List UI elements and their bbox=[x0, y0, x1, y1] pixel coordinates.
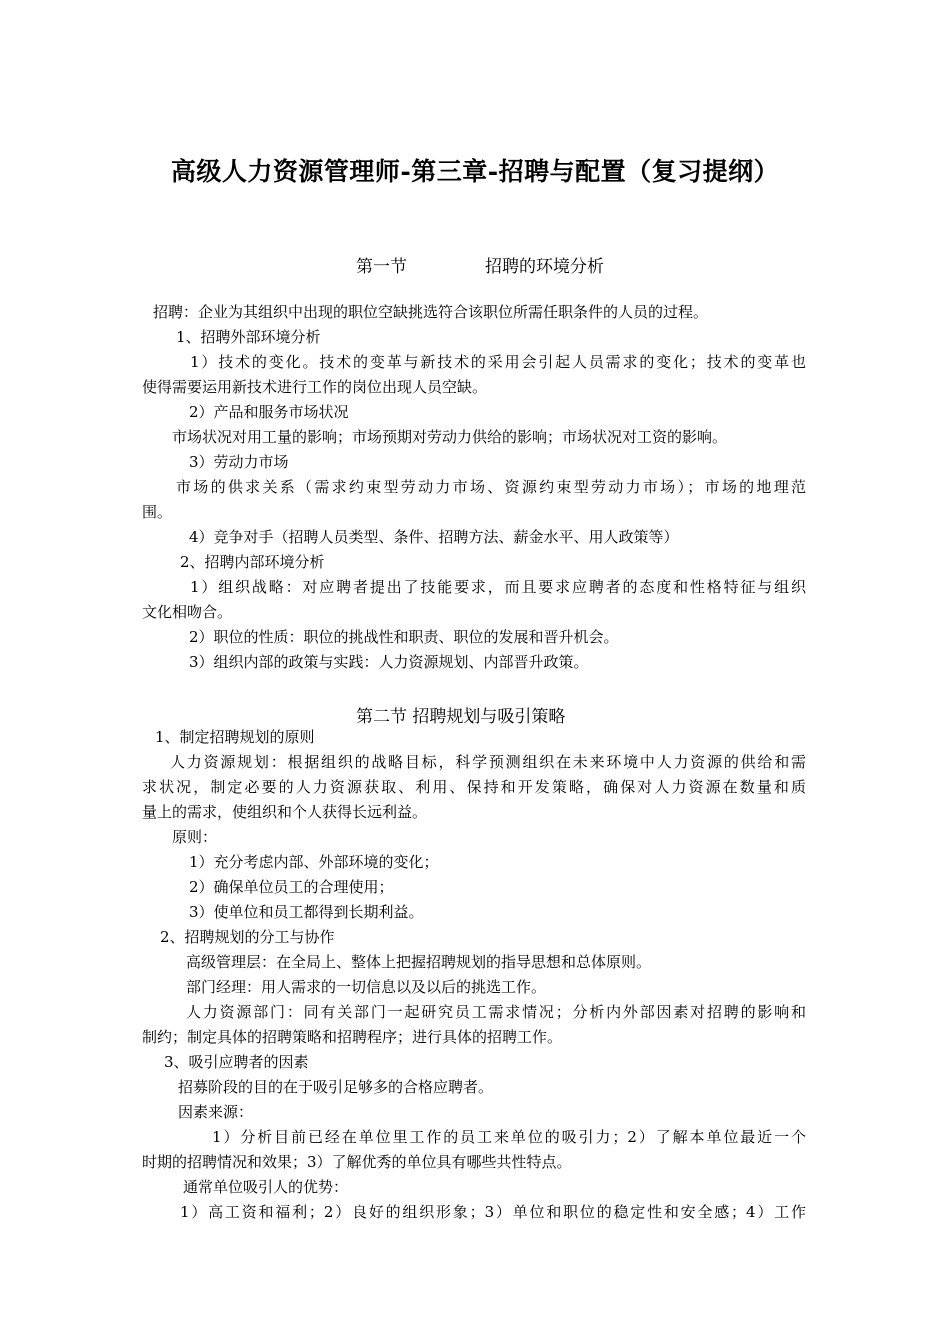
section1-number: 第一节 bbox=[356, 257, 407, 277]
paragraph-line: 招募阶段的目的在于吸引足够多的合格应聘者。 bbox=[178, 1078, 494, 1096]
paragraph-line: 人力资源规划：根据组织的战略目标，科学预测组织在未来环境中人力资源的供给和需 bbox=[170, 753, 806, 771]
document-title: 高级人力资源管理师-第三章-招聘与配置（复习提纲） bbox=[170, 157, 780, 186]
paragraph-line: 3）组织内部的政策与实践：人力资源规划、内部晋升政策。 bbox=[189, 653, 589, 671]
paragraph-line: 1）技术的变化。技术的变革与新技术的采用会引起人员需求的变化；技术的变革也 bbox=[190, 353, 806, 371]
paragraph-line: 因素来源： bbox=[178, 1103, 254, 1121]
paragraph-line: 4）竞争对手（招聘人员类型、条件、招聘方法、薪金水平、用人政策等） bbox=[189, 528, 679, 546]
paragraph-line: 3）劳动力市场 bbox=[189, 453, 289, 471]
paragraph-line: 原则： bbox=[172, 828, 218, 846]
paragraph-line: 部门经理：用人需求的一切信息以及以后的挑选工作。 bbox=[186, 978, 547, 996]
paragraph-line: 高级管理层：在全局上、整体上把握招聘规划的指导思想和总体原则。 bbox=[186, 953, 652, 971]
paragraph-line: 制约；制定具体的招聘策略和招聘程序；进行具体的招聘工作。 bbox=[142, 1028, 563, 1046]
section1-name: 招聘的环境分析 bbox=[485, 257, 604, 277]
paragraph-line: 1、制定招聘规划的原则 bbox=[155, 728, 315, 746]
paragraph-line: 3）使单位和员工都得到长期利益。 bbox=[189, 903, 424, 921]
paragraph-line: 2）产品和服务市场状况 bbox=[189, 403, 349, 421]
paragraph-line: 1）充分考虑内部、外部环境的变化； bbox=[189, 853, 439, 871]
paragraph-line: 围。 bbox=[142, 503, 173, 521]
paragraph-line: 2、招聘内部环境分析 bbox=[180, 553, 325, 571]
paragraph-line: 1）组织战略：对应聘者提出了技能要求，而且要求应聘者的态度和性格特征与组织 bbox=[190, 578, 806, 596]
paragraph-line: 市场的供求关系（需求约束型劳动力市场、资源约束型劳动力市场）；市场的地理范 bbox=[176, 478, 806, 496]
paragraph-line: 1）分析目前已经在单位里工作的员工来单位的吸引力；2）了解本单位最近一个 bbox=[212, 1128, 806, 1146]
paragraph-line: 3、吸引应聘者的因素 bbox=[164, 1053, 309, 1071]
paragraph-line: 2）职位的性质：职位的挑战性和职责、职位的发展和晋升机会。 bbox=[189, 628, 619, 646]
paragraph-line: 使得需要运用新技术进行工作的岗位出现人员空缺。 bbox=[142, 378, 488, 396]
section2-heading: 第二节 招聘规划与吸引策略 bbox=[356, 707, 566, 727]
paragraph-line: 通常单位吸引人的优势： bbox=[183, 1178, 349, 1196]
paragraph-line: 人力资源部门：同有关部门一起研究员工需求情况；分析内外部因素对招聘的影响和 bbox=[186, 1003, 806, 1021]
paragraph-line: 量上的需求，使组织和个人获得长远利益。 bbox=[142, 803, 428, 821]
paragraph-line: 文化相吻合。 bbox=[142, 603, 233, 621]
paragraph-line: 招聘：企业为其组织中出现的职位空缺挑选符合该职位所需任职条件的人员的过程。 bbox=[153, 303, 709, 321]
paragraph-line: 2、招聘规划的分工与协作 bbox=[160, 928, 335, 946]
paragraph-line: 2）确保单位员工的合理使用； bbox=[189, 878, 394, 896]
paragraph-line: 1、招聘外部环境分析 bbox=[176, 328, 321, 346]
paragraph-line: 求状况，制定必要的人力资源获取、利用、保持和开发策略，确保对人力资源在数量和质 bbox=[142, 778, 806, 796]
paragraph-line: 市场状况对用工量的影响；市场预期对劳动力供给的影响；市场状况对工资的影响。 bbox=[172, 428, 728, 446]
paragraph-line: 时期的招聘情况和效果；3）了解优秀的单位具有哪些共性特点。 bbox=[142, 1153, 572, 1171]
paragraph-line: 1）高工资和福利；2）良好的组织形象；3）单位和职位的稳定性和安全感；4）工作 bbox=[180, 1203, 806, 1221]
